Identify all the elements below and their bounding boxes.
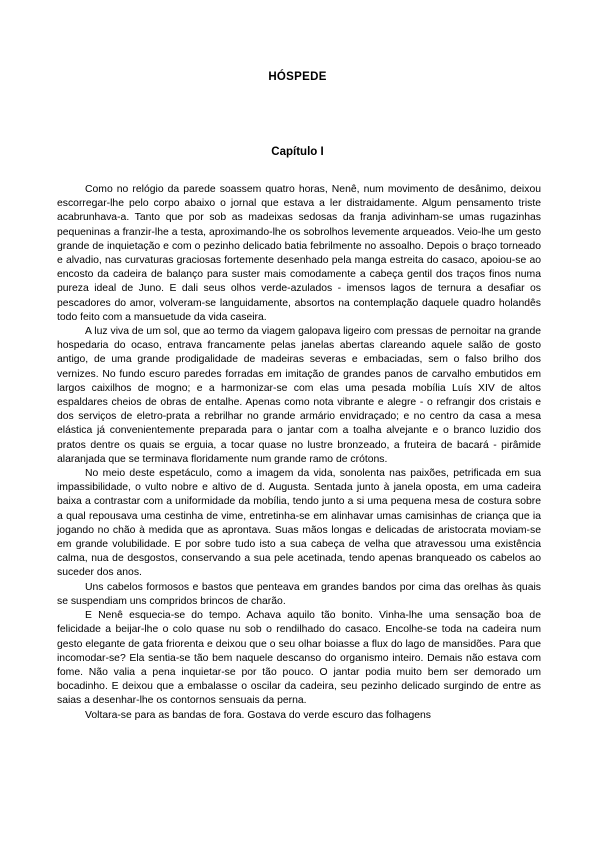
paragraph: E Nenê esquecia-se do tempo. Achava aquilo tão bonito. Vinha-lhe uma sensação boa de felicidade a beijar-lhe o colo quase nu sob o rendilhado do casaco. Encolhe-se toda na cadeira num gesto elegante de gata friorenta e deixou que o seu olhar boiasse a flux do lago de mansidões. Para que incomodar-se? Ela sentia-se tão bem naquele descanso do organismo inteiro. Demais não estava com fome. Não valia a pena inquietar-se por tão pouco. O jantar podia muito bem ser demorado um bocadinho. E deixou que a embalasse o oscilar da cadeira, seu pezinho delicado surgindo de entre as saias a desenhar-lhe os contornos sensuais da perna. [57, 610, 541, 707]
paragraph: Uns cabelos formosos e bastos que penteava em grandes bandos por cima das orelhas às quais se suspendiam uns compridos brincos de charão. [57, 581, 541, 607]
paragraph: No meio deste espetáculo, como a imagem da vida, sonolenta nas paixões, petrificada em sua impassibilidade, o vulto nobre e altivo de d. Augusta. Sentada junto à janela oposta, em uma cadeira baixa a contrastar com a uniformidade da mobília, tendo junto a si uma pequena mesa de costura sobre a qual repousava uma cestinha de vime, entretinha-se em alinhavar umas camisinhas de criança que ia jogando no chão à medida que as aprontava. Suas mãos longas e delicadas de aristocrata moviam-se em grande volubilidade. E por sobre tudo isto a sua cabeça de velha que atravessou uma existência calma, nua de desgostos, conservando a sua pele acetinada, tendo apenas branqueado os cabelos ao suceder dos anos. [57, 468, 541, 579]
body-text [57, 183, 541, 723]
chapter-heading: Capítulo I [271, 146, 324, 158]
paragraph: Voltara-se para as bandas de fora. Gostava do verde escuro das folhagens [85, 709, 431, 721]
page-title: HÓSPEDE [268, 71, 327, 83]
paragraph: Como no relógio da parede soassem quatro horas, Nenê, num movimento de desânimo, deixou escorregar-lhe pelo corpo abaixo o jornal que estava a ler distraidamente. Algum pensamento triste acabrunhava-a. Tanto que por sob as madeixas sedosas da franja adivinham-se umas rugazinhas pequeninas a franzir-lhe a testa, aproximando-lhe os sobrolhos levemente arqueados. Veio-lhe um gesto grande de inquietação e com o pezinho delicado batia febrilmente no assoalho. Depois o braço torneado e alvadio, nas curvaturas graciosas fortemente desenhado pela manga estreita do casaco, apoiou-se ao encosto da cadeira de balanço para suster mais comodamente a cabeça gentil dos traços finos numa pureza ideal de Juno. E dali seus olhos verde-azulados - imensos lagos de ternura a desafiar os pescadores do amor, volveram-se languidamente, absortos na contemplação daquele quadro holandês todo feito com a mansuetude da vida caseira. [57, 184, 541, 323]
paragraph: A luz viva de um sol, que ao termo da viagem galopava ligeiro com pressas de pernoitar na grande hospedaria do ocaso, entrava francamente pelas janelas abertas clareando aquele salão de gosto antigo, de uma grande prodigalidade de madeiras severas e embaciadas, sem o falso brilho dos vernizes. No fundo escuro paredes forradas em imitação de grandes panos de carvalho embutidos em largos caixilhos de mogno; e a harmonizar-se com elas uma pesada mobília Luís XIV de altos espaldares cheios de obras de entalhe. Apenas como nota vibrante e alegre - o refrangir dos cristais e dos serviços de eletro-prata a rebrilhar no grande armário envidraçado; e no centro da casa a mesa elástica já convenientemente preparada para o jantar com a toalha alvejante e o branco luzidio dos pratos dentre os quais se erguia, a tocar quase no lustre bronzeado, a fruteira de bacará - pirâmide alaranjada que se terminava floridamente num grande ramo de crótons. [57, 326, 541, 465]
